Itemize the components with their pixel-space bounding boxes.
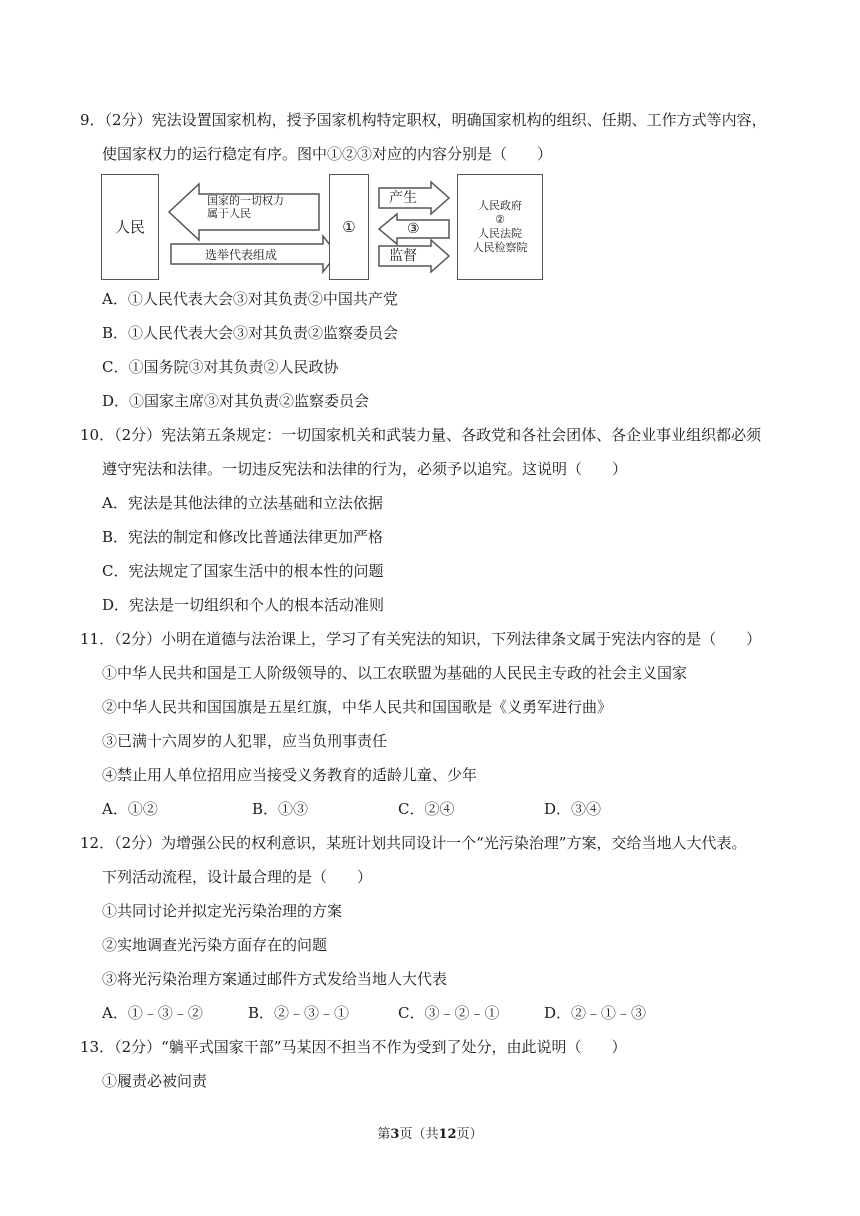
q10-option-b[interactable]: B．宪法的制定和修改比普通法律更加严格 [102, 528, 384, 546]
center-mark: ① [342, 218, 356, 236]
organs-line2: ② [495, 213, 505, 226]
q11-item-2: ②中华人民共和国国旗是五星红旗，中华人民共和国国歌是《义勇军进行曲》 [102, 698, 613, 716]
q11-option-c[interactable]: C．②④ [398, 800, 455, 818]
footer-total-pages: 12 [438, 1127, 457, 1142]
q10-stem-line2: 遵守宪法和法律。一切违反宪法和法律的行为，必须予以追究。这说明（ ） [102, 460, 628, 478]
organs-line3: 人民法院 [478, 227, 522, 240]
q12-item-3: ③将光污染治理方案通过邮件方式发给当地人大代表 [102, 970, 448, 988]
people-label: 人民 [114, 218, 145, 236]
arrow-left-label [207, 194, 315, 220]
q12-stem-line1: 12．（2分）为增强公民的权利意识，某班计划共同设计一个“光污染治理”方案，交给当地人大代表。 [80, 834, 747, 852]
q12-option-c[interactable]: C．③﹣②﹣① [398, 1004, 500, 1022]
q9-option-a[interactable]: A．①人民代表大会③对其负责②中国共产党 [102, 290, 398, 308]
q9-stem-line1: 9．（2分）宪法设置国家机构，授予国家机构特定职权，明确国家机构的组织、任期、工作方式等内容， [80, 111, 767, 129]
q11-option-a[interactable]: A．①② [102, 800, 158, 818]
footer-middle: 页（共 [399, 1127, 439, 1142]
q9-diagram [101, 172, 545, 282]
q10-option-d[interactable]: D．宪法是一切组织和个人的根本活动准则 [102, 596, 385, 614]
people-box [101, 174, 159, 280]
footer-page-number: 3 [390, 1127, 400, 1142]
q11-option-d[interactable]: D．③④ [544, 800, 602, 818]
q12-options-row [102, 1003, 702, 1023]
arrow-left-line1: 国家的一切权力 [207, 194, 284, 207]
q12-option-a[interactable]: A．①﹣③﹣② [102, 1004, 203, 1022]
arrow-right-label: 选举代表组成 [205, 248, 278, 262]
q10-option-a[interactable]: A．宪法是其他法律的立法基础和立法依据 [102, 494, 383, 512]
produce-label: 产生 [389, 190, 417, 206]
footer-prefix: 第 [377, 1127, 391, 1142]
page-footer [0, 1126, 860, 1144]
q12-option-b[interactable]: B．②﹣③﹣① [248, 1004, 350, 1022]
q12-option-d[interactable]: D．②﹣①﹣③ [544, 1004, 647, 1022]
q13-stem: 13．（2分）“躺平式国家干部”马某因不担当不作为受到了处分，由此说明（ ） [80, 1038, 627, 1056]
q12-item-1: ①共同讨论并拟定光污染治理的方案 [102, 902, 343, 920]
q9-stem-line2: 使国家权力的运行稳定有序。图中①②③对应的内容分别是（ ） [102, 145, 553, 163]
q9-option-b[interactable]: B．①人民代表大会③对其负责②监察委员会 [102, 324, 399, 342]
mark3-label: ③ [407, 221, 420, 237]
q11-item-1: ①中华人民共和国是工人阶级领导的、以工农联盟为基础的人民民主专政的社会主义国家 [102, 664, 688, 682]
footer-suffix: 页） [456, 1127, 483, 1142]
q12-item-2: ②实地调查光污染方面存在的问题 [102, 936, 328, 954]
organs-line1: 人民政府 [478, 199, 522, 212]
arrow-left-line2: 属于人民 [207, 207, 251, 220]
supervise-label: 监督 [389, 248, 417, 264]
center-box [329, 174, 369, 280]
q9-option-d[interactable]: D．①国家主席③对其负责②监察委员会 [102, 392, 370, 410]
q11-item-3: ③已满十六周岁的人犯罪，应当负刑事责任 [102, 732, 388, 750]
q10-option-c[interactable]: C．宪法规定了国家生活中的根本性的问题 [102, 562, 384, 580]
q10-stem-line1: 10．（2分）宪法第五条规定：一切国家机关和武装力量、各政党和各社会团体、各企业事业组织都必须 [80, 426, 762, 444]
q11-stem: 11．（2分）小明在道德与法治课上，学习了有关宪法的知识，下列法律条文属于宪法内容的是（ ） [80, 630, 762, 648]
q11-option-b[interactable]: B．①③ [252, 800, 309, 818]
organs-line4: 人民检察院 [472, 241, 528, 254]
q12-stem-line2: 下列活动流程，设计最合理的是（ ） [102, 868, 373, 886]
organs-box [457, 174, 543, 280]
q11-item-4: ④禁止用人单位招用应当接受义务教育的适龄儿童、少年 [102, 766, 478, 784]
q13-item-1: ①履责必被问责 [102, 1072, 208, 1090]
q11-options-row [102, 799, 702, 819]
q9-option-c[interactable]: C．①国务院③对其负责②人民政协 [102, 358, 339, 376]
